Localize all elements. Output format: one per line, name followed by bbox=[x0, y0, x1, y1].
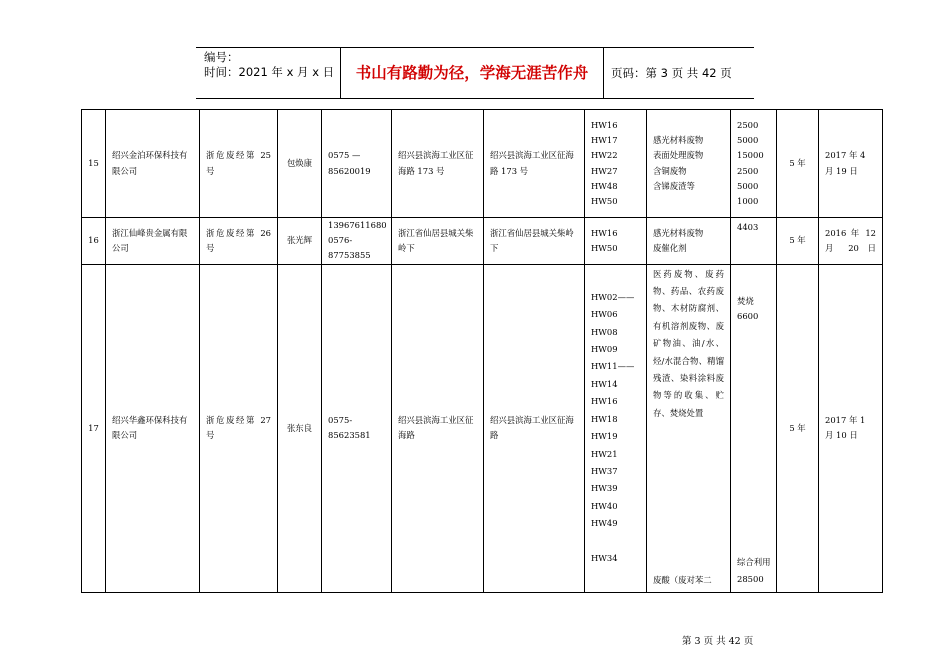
legal-person: 包焕康 bbox=[278, 110, 322, 218]
waste-codes: HW02—— HW06 HW08 HW09 HW11—— HW14 HW16 HW18 HW19 HW21 HW37 HW39 HW40 HW49 HW34 bbox=[585, 264, 647, 592]
validity-term: 5 年 bbox=[777, 110, 819, 218]
approved-amount: 4403 bbox=[731, 218, 777, 265]
waste-description: 感光材料废物 废催化剂 bbox=[647, 218, 731, 265]
header-page-code: 页码：第 3 页 共 42 页 bbox=[611, 66, 732, 80]
phone: 13967611680 0576-87753855 bbox=[322, 218, 392, 265]
site-address: 浙江省仙居县城关柴岭下 bbox=[484, 218, 585, 265]
waste-codes: HW16 HW50 bbox=[585, 218, 647, 265]
header-motto: 书山有路勤为径，学海无涯苦作舟 bbox=[355, 64, 589, 82]
description-acid: 废酸（废对苯二 bbox=[653, 575, 712, 586]
approved-amounts: 2500 5000 15000 2500 5000 1000 bbox=[731, 110, 777, 218]
time-label: 时间：2021 年 x 月 x 日 bbox=[204, 65, 335, 79]
table-row bbox=[82, 264, 883, 592]
phone: 0575-85623581 bbox=[322, 264, 392, 592]
legal-person: 张光辉 bbox=[278, 218, 322, 265]
incineration-amount: 焚烧 6600 bbox=[737, 295, 759, 321]
site-address: 绍兴县滨海工业区征海路 bbox=[484, 264, 585, 592]
waste-codes: HW16 HW17 HW22 HW27 HW48 HW50 bbox=[585, 110, 647, 218]
issue-date: 2016 年 12 月 20 日 bbox=[819, 218, 883, 265]
validity-term: 5 年 bbox=[777, 218, 819, 265]
registered-address: 绍兴县滨海工业区征海路 173 号 bbox=[392, 110, 484, 218]
row-number: 16 bbox=[82, 218, 106, 265]
description-main: 医药废物、废药物、药品、农药废物、木材防腐剂、有机溶剂废物、废矿物油、油/水、烃/水混合物、精馏残渣、染料涂料废物等的收集、贮存、焚烧处置 bbox=[653, 268, 724, 418]
waste-description bbox=[647, 264, 731, 592]
approved-amounts bbox=[731, 264, 777, 592]
license-number: 浙危废经第 26 号 bbox=[200, 218, 278, 265]
registered-address: 绍兴县滨海工业区征海路 bbox=[392, 264, 484, 592]
waste-description: 感光材料废物 表面处理废物 含铜废物 含锑废渣等 bbox=[647, 110, 731, 218]
license-number: 浙危废经第 25 号 bbox=[200, 110, 278, 218]
issue-date: 2017 年 4 月 19 日 bbox=[819, 110, 883, 218]
license-table bbox=[81, 109, 883, 593]
issue-date: 2017 年 1 月 10 日 bbox=[819, 264, 883, 592]
validity-term: 5 年 bbox=[777, 264, 819, 592]
phone: 0575 —85620019 bbox=[322, 110, 392, 218]
site-address: 绍兴县滨海工业区征海路 173 号 bbox=[484, 110, 585, 218]
recycling-amount: 综合利用 28500 bbox=[737, 556, 771, 584]
row-number: 17 bbox=[82, 264, 106, 592]
legal-person: 张东良 bbox=[278, 264, 322, 592]
table-row bbox=[82, 110, 883, 218]
company-name: 浙江仙峰贵金属有限公司 bbox=[106, 218, 200, 265]
company-name: 绍兴华鑫环保科技有限公司 bbox=[106, 264, 200, 592]
table-row bbox=[82, 218, 883, 265]
header-meta bbox=[204, 50, 334, 80]
page-header bbox=[196, 47, 754, 99]
license-number: 浙危废经第 27 号 bbox=[200, 264, 278, 592]
row-number: 15 bbox=[82, 110, 106, 218]
page-footer: 第 3 页 共 42 页 bbox=[682, 636, 754, 647]
header-divider bbox=[603, 48, 604, 98]
company-name: 绍兴金泊环保科技有限公司 bbox=[106, 110, 200, 218]
registered-address: 浙江省仙居县城关柴岭下 bbox=[392, 218, 484, 265]
number-label: 编号： bbox=[204, 50, 239, 64]
